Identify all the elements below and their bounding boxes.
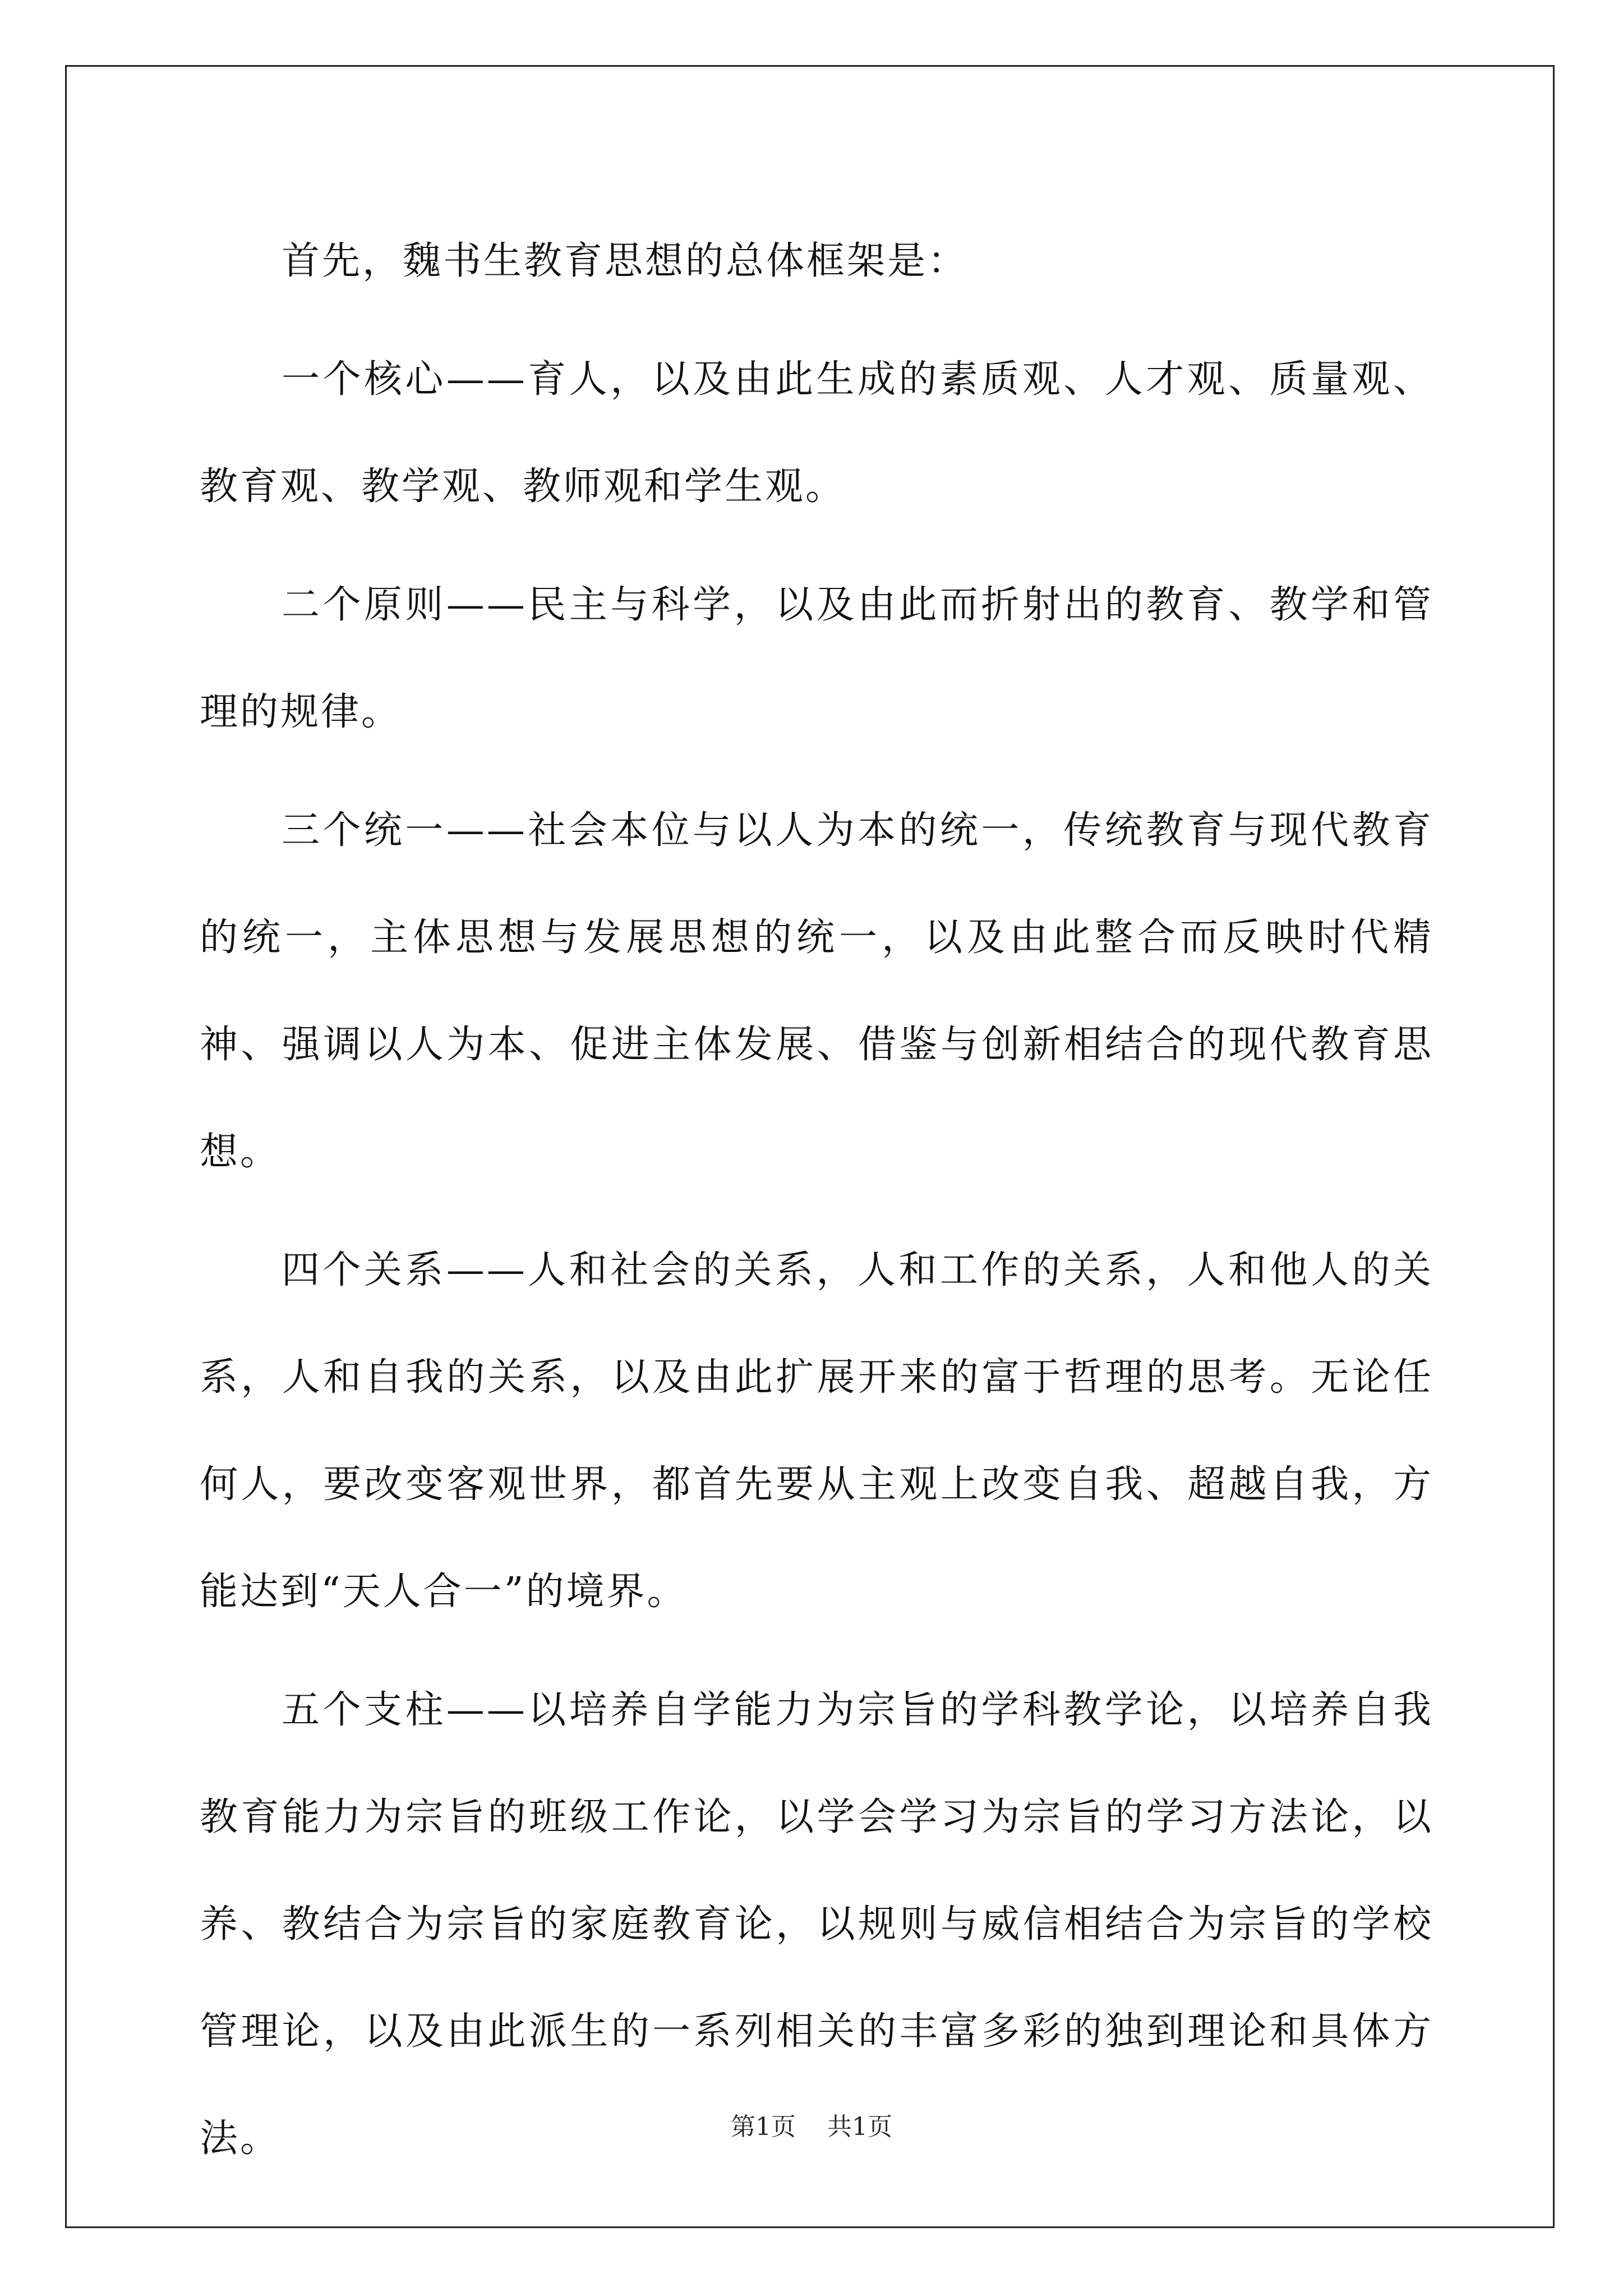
paragraph-core: 一个核心——育人，以及由此生成的素质观、人才观、质量观、教育观、教学观、教师观和学生观。 bbox=[200, 357, 1433, 509]
paragraph-principles: 二个原则——民主与科学，以及由此而折射出的教育、教学和管理的规律。 bbox=[200, 583, 1433, 734]
paragraph-unities: 三个统一——社会本位与以人为本的统一，传统教育与现代教育的统一，主体思想与发展思想的统一，以及由此整合而反映时代精神、强调以人为本、促进主体发展、借鉴与创新相结合的现代教育思想。 bbox=[200, 808, 1433, 1174]
page-footer bbox=[0, 2110, 1623, 2144]
page-number: 第1页 bbox=[731, 2113, 796, 2141]
paragraph-pillars: 五个支柱——以培养自学能力为宗旨的学科教学论，以培养自我教育能力为宗旨的班级工作论，以学会学习为宗旨的学习方法论，以养、教结合为宗旨的家庭教育论，以规则与威信相结合为宗旨的学校管理论，以及由此派生的一系列相关的丰富多彩的独到理论和具体方法。 bbox=[200, 1688, 1433, 2161]
document-body bbox=[200, 208, 1433, 2203]
paragraph-intro: 首先，魏书生教育思想的总体框架是： bbox=[282, 239, 969, 283]
paragraph-relations: 四个关系——人和社会的关系，人和工作的关系，人和他人的关系，人和自我的关系，以及由此扩展开来的富于哲理的思考。无论任何人，要改变客观世界，都首先要从主观上改变自我、超越自我，方能达到“天人合一”的境界。 bbox=[200, 1248, 1433, 1614]
page-total: 共1页 bbox=[827, 2113, 892, 2141]
